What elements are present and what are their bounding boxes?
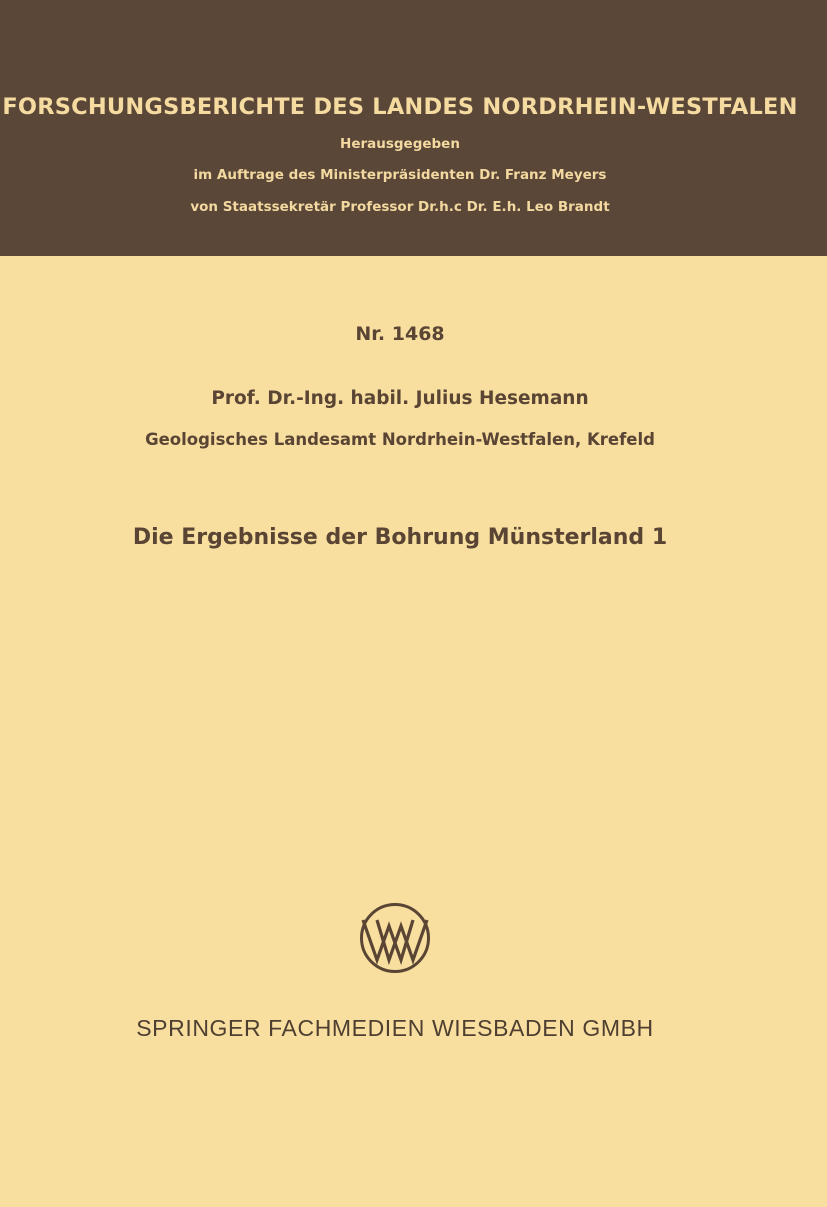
header-band <box>0 0 827 256</box>
editor-line-3: von Staatssekretär Professor Dr.h.c Dr. E.h. Leo Brandt <box>190 199 610 215</box>
wv-logo-icon <box>359 902 431 974</box>
publisher-name: SPRINGER FACHMEDIEN WIESBADEN GMBH <box>136 1015 654 1041</box>
editor-line-1: Herausgegeben <box>340 136 460 152</box>
report-number: Nr. 1468 <box>355 323 445 345</box>
editor-line-2: im Auftrage des Ministerpräsidenten Dr. Franz Meyers <box>193 167 607 183</box>
author-name: Prof. Dr.-Ing. habil. Julius Hesemann <box>211 388 589 409</box>
book-title: Die Ergebnisse der Bohrung Münsterland 1 <box>132 525 668 550</box>
author-affiliation: Geologisches Landesamt Nordrhein-Westfalen, Krefeld <box>145 430 655 449</box>
series-title: FORSCHUNGSBERICHTE DES LANDES NORDRHEIN-WESTFALEN <box>2 94 798 120</box>
